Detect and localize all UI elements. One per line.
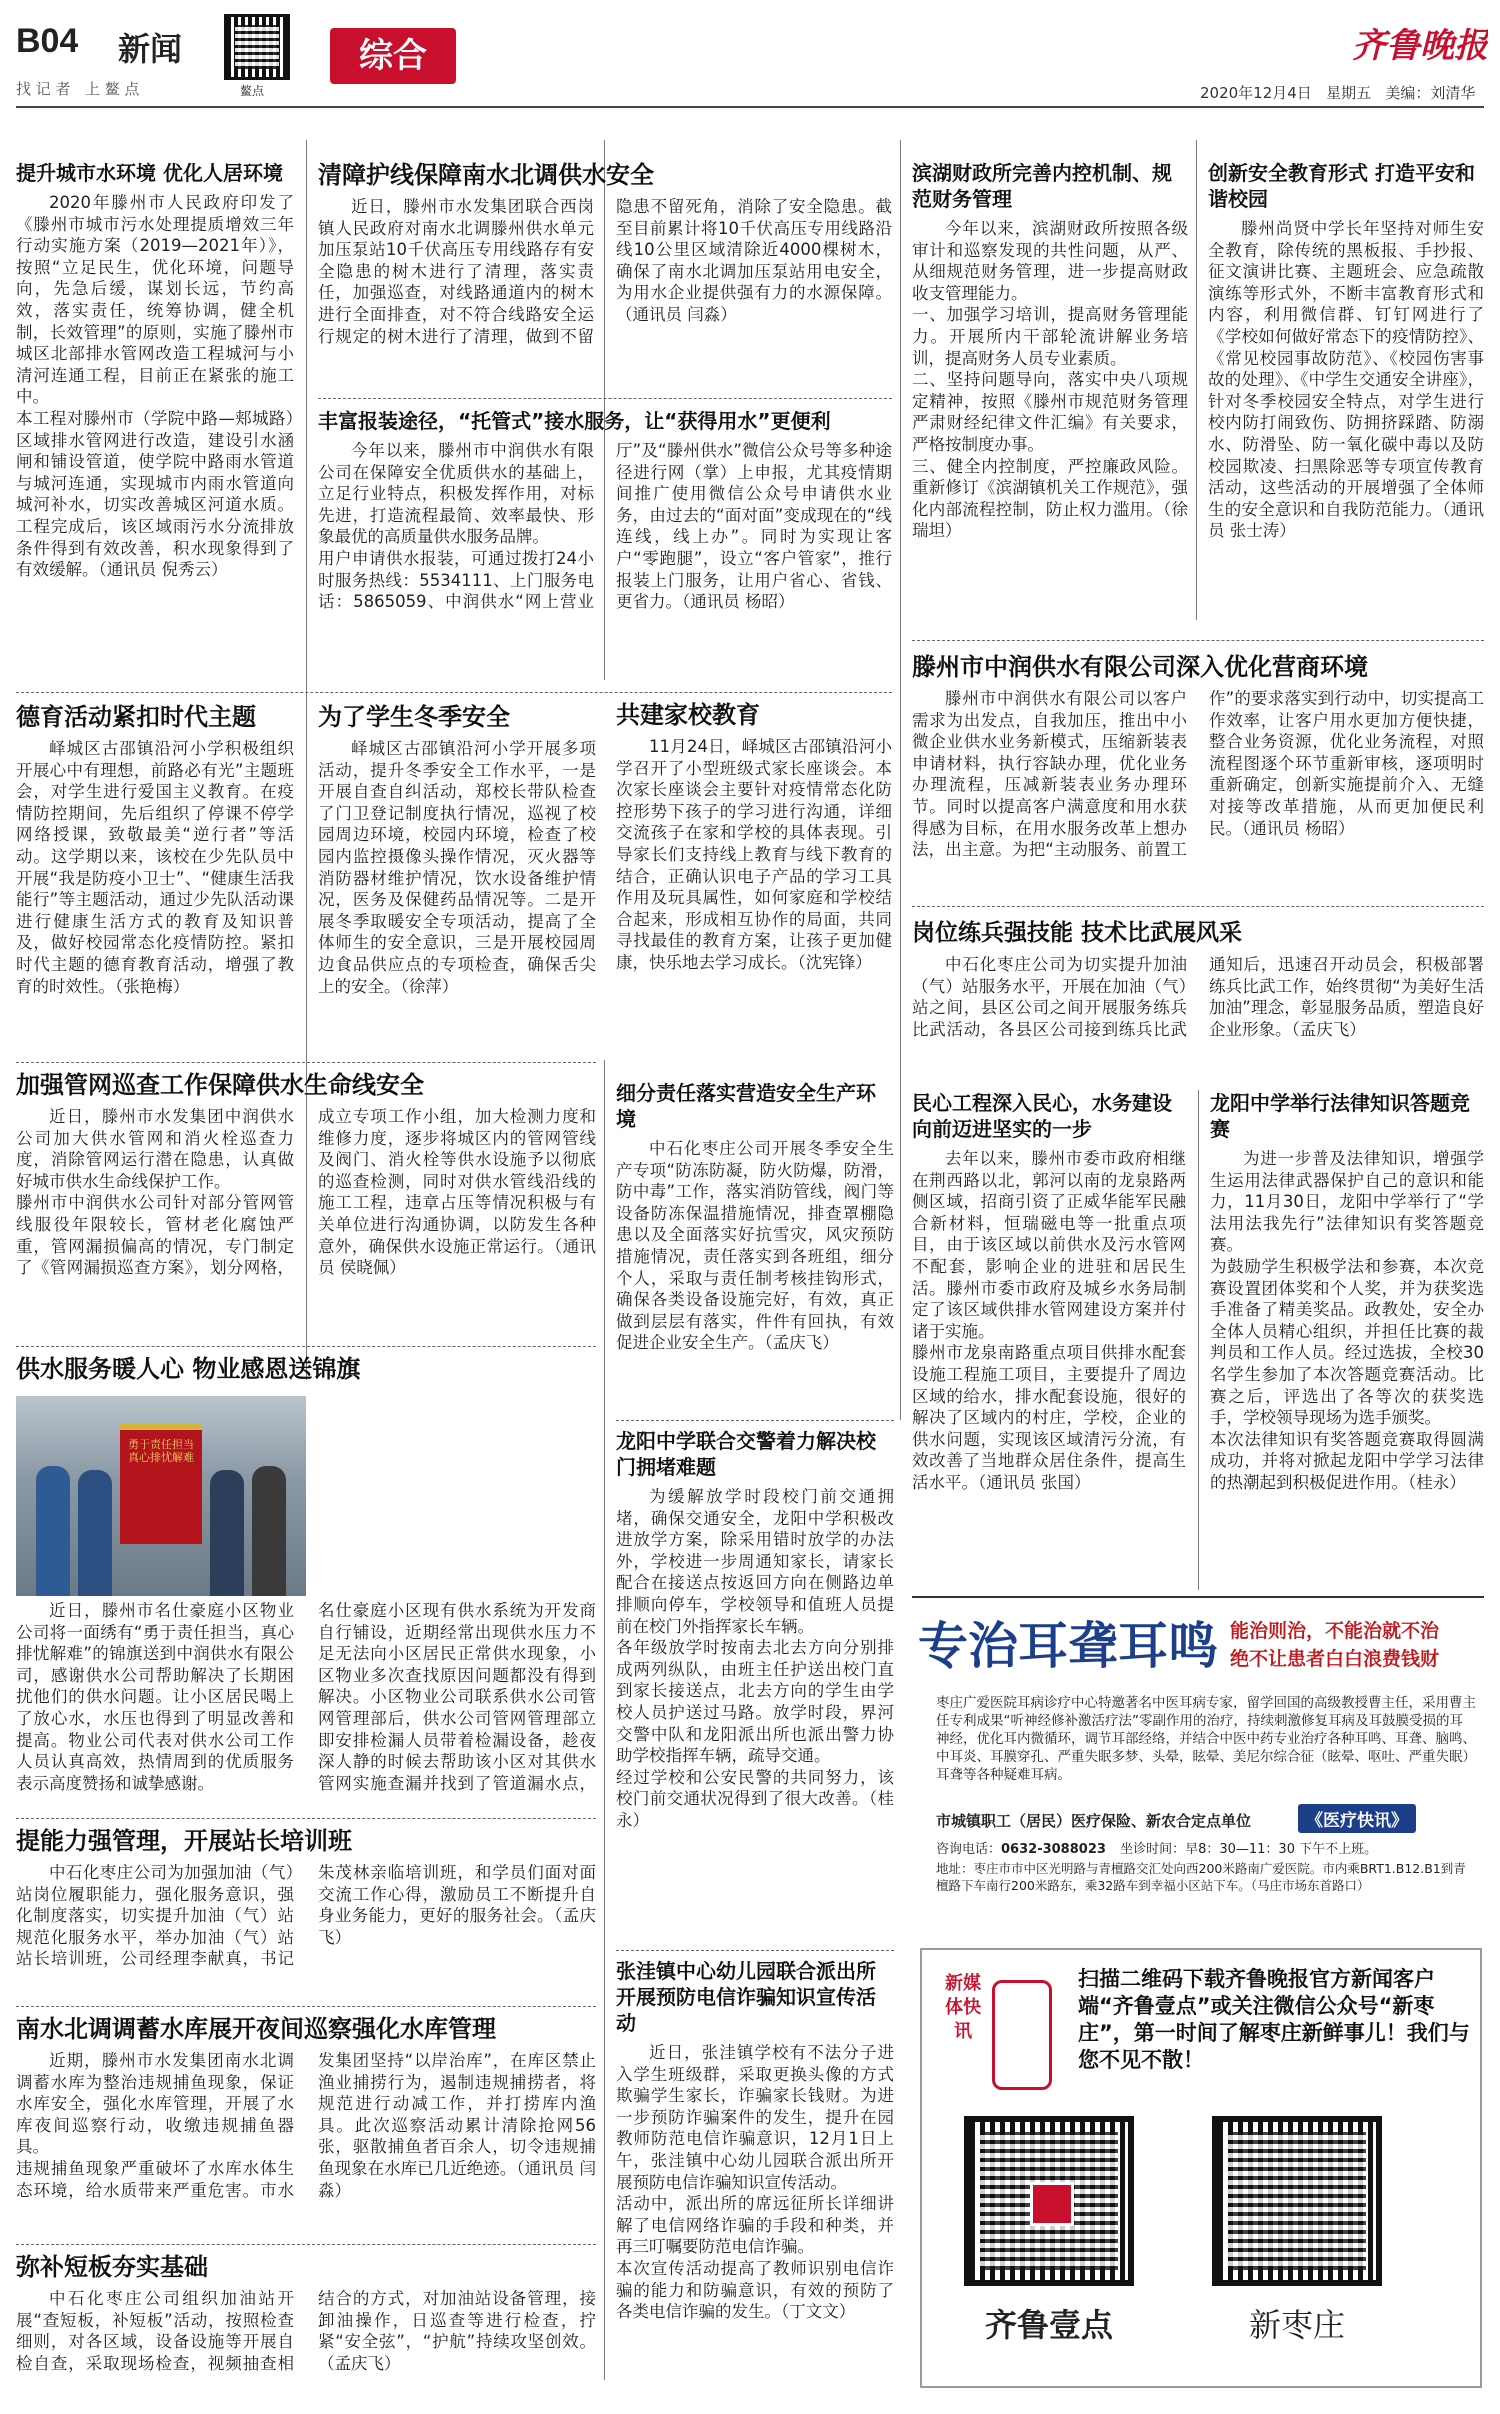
headline: 滕州市中润供水有限公司深入优化营商环境 xyxy=(912,653,1368,681)
ad-slogan: 能治则治，不能治就不治 xyxy=(1230,1620,1440,1642)
headline: 滨湖财政所完善内控机制、规范财务管理 xyxy=(912,161,1172,211)
article-body: 近日，滕州市名仕豪庭小区物业公司将一面绣有“勇于责任担当，真心排忧解难”的锦旗送到中润供水有限公司，感谢供水公司帮助解决了长期困扰他们的供水问题。让小区居民喝上了放心水，水压也得到了明显改善和提高。物业公司代表对供水公司工作人员认真高效，热情周到的优质服务表示高度赞扬和诚挚感谢。 名仕豪庭小区现有供水系统为开发商自行铺设，近期经常出现供水压力不足无法向小区居民正常供水现象，小区物业多次查找原因问题都没有得到解决。小区物业公司联系供水公司管网管理部后，供水公司管网管理部立即安排检漏人员带着检漏设备，趁夜深人静的时候去帮助该小区对其供水管网实施查漏并找到了管道漏水点， xyxy=(16,1601,596,1793)
article-a11 xyxy=(16,1070,596,1340)
headline: 德育活动紧扣时代主题 xyxy=(16,703,256,731)
ad-headline: 专治耳聋耳鸣 xyxy=(918,1616,1218,1675)
article-body: 去年以来，滕州市委市政府相继在荆西路以北，郭河以南的龙泉路两侧区域，招商引资了正威华能军民融合新材料，恒瑞磁电等一批重点项目，由于该区域以前供水及污水管网不配套，影响企业的进驻和居民生活。滕州市委市政府及城乡水务局制定了该区域供排水管网建设方案并付诸于实施。 滕州市龙泉南路重点项目供排水配套设施工程施工项目，主要提升了周边区域的给水，排水配套设施，很好的解决了区域内的村庄，学校，企业的供水问题，实现该区域清污分流，有效改善了当地群众居住条件，提高生活水平。（通讯员 张国） xyxy=(912,1149,1186,1492)
article-body: 中石化枣庄公司为加强加油（气）站岗位履职能力，强化服务意识，强化制度落实，切实提升加油（气）站规范化服务水平，举办加油（气）站站长培训班，公司经理李献真，书记朱茂林亲临培训班，和学员们面对面交流工作心得，激励员工不断提升自身业务能力，更好的服务社会。（孟庆飞） xyxy=(16,1863,596,1969)
ear-clinic-ad[interactable] xyxy=(912,1596,1484,1926)
article-body: 近期，滕州市水发集团南水北调调蓄水库为整治违规捕鱼现象，保证水库安全，强化水库管理，开展了水库夜间巡察行动，收缴违规捕鱼器具。 违规捕鱼现象严重破坏了水库水体生态环境，给水质带来严重危害。市水发集团坚持“以岸治库”，在库区禁止渔业捕捞行为，遏制违规捕捞者，将规范进行动减工作，并打捞库内渔具。此次巡察活动累计清除抢网56张，驱散捕鱼者百余人，切令违规捕鱼现象在水库已几近绝迹。（通讯员 闫淼） xyxy=(16,2051,596,2200)
headline: 民心工程深入民心，水务建设向前迈进坚实的一步 xyxy=(912,1091,1172,1141)
article-a10 xyxy=(912,918,1484,1083)
article-divider xyxy=(16,2006,596,2007)
person-figure xyxy=(210,1470,244,1596)
column-divider xyxy=(1196,140,1197,620)
person-figure xyxy=(252,1466,286,1596)
column-divider xyxy=(1198,1090,1199,1590)
article-body: 中石化枣庄公司组织加油站开展“查短板，补短板”活动，按照检查细则，对各区域，设备设施等开展自检自查，采取现场检查，视频抽查相结合的方式，对加油站设备管理，接卸油操作，日巡查等进行检查，拧紧“安全弦”，“护航”持续攻坚创效。（孟庆飞） xyxy=(16,2289,596,2373)
article-body: 11月24日，峄城区古邵镇沿河小学召开了小型班级式家长座谈会。本次家长座谈会主要针对疫情常态化防控形势下孩子的学习进行沟通，详细交流孩子在家和学校的具体表现。引导家长们支持线上教育与线下教育的结合，正确认识电子产品的学习工具作用及玩具属性，如何家庭和学校结合起来，形成相互协作的局面，共同寻找最佳的教育方案，让孩子更加健康，快乐地去学习成长。（沈宪锋） xyxy=(616,737,892,972)
article-a4 xyxy=(1208,160,1484,620)
qr-label: 新枣庄 xyxy=(1248,2306,1345,2344)
ad-slogan: 绝不让患者白白浪费钱财 xyxy=(1230,1648,1440,1670)
promo-text: 扫描二维码下载齐鲁晚报官方新闻客户端“齐鲁壹点”或关注微信公众号“新枣庄”，第一时间了解枣庄新鲜事儿！我们与您不见不散！ xyxy=(1078,1967,1470,2072)
article-body: 滕州市中润供水有限公司以客户需求为出发点，自我加压，推出中小微企业供水业务新模式，压缩新装表申请材料，执行容缺办理，优化业务办理流程，压减新装表业务办理环节。同时以提高客户满意度和用水获得感为目标，在用水服务改革上想办法，出主意。为把“主动服务、前置工作”的要求落实到行动中，切实提高工作效率，让客户用水更加方便快捷，整合业务资源，优化业务流程，对照流程图逐个环节重新审核，逐项明时重新确定，创新实施提前介入、无缝对接等改革措施，从而更加便民利民。（通讯员 杨昭） xyxy=(912,689,1484,860)
article-a7 xyxy=(16,702,294,1072)
article-divider xyxy=(912,640,1484,641)
page-number: B04 xyxy=(16,22,79,60)
article-a20 xyxy=(16,2252,596,2402)
headline: 龙阳中学联合交警着力解决校门拥堵难题 xyxy=(616,1429,876,1479)
article-a12 xyxy=(616,1080,894,1420)
article-divider xyxy=(16,692,892,693)
article-a17 xyxy=(16,1826,596,2006)
article-a3 xyxy=(912,160,1188,620)
column-divider xyxy=(900,140,901,1420)
dateline: 2020年12月4日 星期五 美编：刘清华 xyxy=(1200,84,1476,102)
person-figure xyxy=(36,1466,70,1596)
header-rule xyxy=(16,106,1484,108)
headline: 提升城市水环境 优化人居环境 xyxy=(16,161,283,185)
article-body: 近日，滕州市水发集团联合西岗镇人民政府对南水北调滕州供水单元加压泵站10千伏高压专用线路存有安全隐患的树木进行了清理，落实责任，加强巡查，对线路通道内的树木进行全面排查，对不符合线路安全运行规定的树木进行了清理，做到不留隐患不留死角，消除了安全隐患。截至目前累计将10千伏高压专用线路沿线10公里区域清除近4000棵树木，确保了南水北调加压泵站用电安全，为用水企业提供强有力的水源保障。（通讯员 闫淼） xyxy=(318,197,892,346)
promo-box xyxy=(920,1948,1482,2388)
qr-xinzaozhuang[interactable] xyxy=(1212,2116,1382,2286)
qr-label: 齐鲁壹点 xyxy=(984,2306,1113,2344)
headline: 创新安全教育形式 打造平安和谐校园 xyxy=(1208,161,1475,211)
article-body: 中石化枣庄公司开展冬季安全生产专项“防冻防凝，防火防爆，防滑，防中毒”工作，落实消防管线，阀门等设备防冻保温措施情况，排查罩棚隐患以及全面落实好抗雪灾，风灾预防措施情况，责任落实到各班组，细分个人，采取与责任制考核挂钩形式，确保各类设备设施完好，有效，真正做到层层有落实，件件有回执，有效促进企业安全生产。（孟庆飞） xyxy=(616,1139,894,1353)
headline: 细分责任落实营造安全生产环境 xyxy=(616,1081,876,1131)
promo-side-label: 新媒体快讯 xyxy=(945,1973,981,2042)
article-a16 xyxy=(616,1428,894,1948)
headline: 南水北调调蓄水库展开夜间巡察强化水库管理 xyxy=(16,2015,496,2043)
ad-body: 枣庄广爱医院耳病诊疗中心特邀著名中医耳病专家，留学回国的高级教授曹主任，采用曹主任专利成果“听神经修补激活疗法”零副作用的治疗，持续刺激修复耳病及耳鼓膜受损的耳神经，优化耳内微循环，调节耳部经络，并结合中医中药专业治疗各种耳鸣、耳聋、脑鸣、中耳炎、耳膜穿孔、严重失眠多梦、头晕，眩晕、美尼尔综合征（眩晕、呕吐、严重失眠）耳聋等各种疑难耳病。 xyxy=(936,1695,1476,1783)
headline: 龙阳中学举行法律知识答题竞赛 xyxy=(1210,1091,1470,1141)
headline: 提能力强管理，开展站长培训班 xyxy=(16,1827,352,1855)
masthead-logo: 齐鲁晚报 xyxy=(1352,26,1488,66)
article-body: 今年以来，滨湖财政所按照各级审计和巡察发现的共性问题，从严、从细规范财务管理，进一步提高财政收支管理能力。 一、加强学习培训，提高财务管理能力。开展所内干部轮流讲解业务培训，提高财务人员专业素质。 二、坚持问题导向，落实中央八项规定精神，按照《滕州市规范财务管理严肃财经纪律文件汇编》有关要求，严格按制度办事。 三、健全内控制度，严控廉政风险。重新修订《滨湖镇机关工作规范》，强化内部流程控制，防止权力滥用。（徐瑞坦） xyxy=(912,219,1188,541)
section-name: 新闻 xyxy=(118,30,183,68)
article-divider xyxy=(16,1346,596,1347)
news-photo xyxy=(16,1396,306,1596)
article-divider xyxy=(16,2244,596,2245)
qr-caption: 鳌点 xyxy=(240,84,265,98)
article-a13 xyxy=(912,1090,1186,1600)
banner-flag: 勇于责任担当 真心排忧解难 xyxy=(120,1424,202,1544)
column-divider xyxy=(604,1060,605,2380)
article-body: 为缓解放学时段校门前交通拥堵，确保交通安全，龙阳中学积极改进放学方案，除采用错时放学的办法外，学校进一步周通知家长，请家长配合在接送点按返回方向在侧路边单排顺向停车，学校领导和值班人员提前在校门外指挥家长车辆。 各年级放学时按南去北去方向分别排成两列纵队，由班主任护送出校门直到家长接送点，北去方向的学生由学校人员护送过马路。放学时段，界河交警中队和龙阳派出所也派出警力协助学校指挥车辆，疏导交通。 经过学校和公安民警的共同努力，该校门前交通状况得到了很大改善。（桂永） xyxy=(616,1487,894,1830)
headline: 弥补短板夯实基础 xyxy=(16,2253,208,2281)
article-a6 xyxy=(912,652,1484,902)
section-banner: 综合 xyxy=(330,28,456,84)
article-a8 xyxy=(318,702,596,1072)
ad-badge: 《医疗快讯》 xyxy=(1298,1804,1416,1833)
article-divider xyxy=(616,1950,894,1951)
headline: 加强管网巡查工作保障供水生命线安全 xyxy=(16,1071,424,1099)
headline: 供水服务暖人心 物业感恩送锦旗 xyxy=(16,1355,361,1383)
ad-address: 地址：枣庄市市中区光明路与青檀路交汇处向西200米路南广爱医院。市内乘BRT1.B12.B1到青檀路下车南行200米路东，乘32路车到幸福小区站下车。（马庄市场东首路口） xyxy=(936,1861,1466,1893)
article-body: 中石化枣庄公司为切实提升加油（气）站服务水平，开展在加油（气）站之间，县区公司之间开展服务练兵比武活动，各县区公司接到练兵比武通知后，迅速召开动员会，积极部署练兵比武工作，始终贯彻“为美好生活加油”理念，彰显服务品质，塑造良好企业形象。（孟庆飞） xyxy=(912,955,1484,1039)
article-a5 xyxy=(318,408,892,663)
qr-qilu[interactable] xyxy=(964,2116,1134,2286)
ad-phone-label: 咨询电话： xyxy=(936,1842,1002,1857)
headline: 丰富报装途径，“托管式”接水服务，让“获得用水”更便利 xyxy=(318,409,831,433)
headline: 张洼镇中心幼儿园联合派出所开展预防电信诈骗知识宣传活动 xyxy=(616,1959,876,2035)
article-divider xyxy=(16,1062,596,1063)
ad-unit: 市城镇职工（居民）医疗保险、新农合定点单位 xyxy=(936,1812,1252,1830)
article-body: 近日，张洼镇学校有不法分子进入学生班级群，采取更换头像的方式欺骗学生家长，诈骗家长钱财。为进一步预防诈骗案件的发生，提升在园教师防范电信诈骗意识，12月1日上午，张洼镇中心幼儿园联合派出所开展预防电信诈骗知识宣传活动。 活动中，派出所的席远征所长详细讲解了电信网络诈骗的手段和种类，并再三叮嘱要防范电信诈骗。 本次宣传活动提高了教师识别电信诈骗的能力和防骗意识，有效的预防了各类电信诈骗的发生。（丁文文） xyxy=(616,2043,894,2322)
ad-phone-row xyxy=(936,1838,1476,1857)
article-divider xyxy=(318,398,892,399)
headline: 清障护线保障南水北调供水安全 xyxy=(318,161,654,189)
article-a14 xyxy=(1210,1090,1484,1600)
headline: 岗位练兵强技能 技术比武展风采 xyxy=(912,920,1243,946)
article-a1 xyxy=(16,160,294,690)
headline: 共建家校教育 xyxy=(616,701,760,729)
article-divider xyxy=(16,1818,596,1819)
tagline: 找 记 者 上 鳌 点 xyxy=(16,80,140,98)
article-divider xyxy=(616,1420,894,1421)
header-qr-code[interactable] xyxy=(224,14,290,80)
article-body: 今年以来，滕州市中润供水有限公司在保障安全优质供水的基础上，立足行业特点，积极发挥作用，对标先进，打造流程最简、效率最快、形象最优的高质量供水服务品牌。 用户申请供水报装，可通过拨打24小时服务热线：5534111、上门服务电话：5865059、中润供水“网上营业厅”及“滕州供水”微信公众号等多种途径进行网（掌）上申报，尤其疫情期间推广使用微信公众号申请供水业务，由过去的“面对面”变成现在的“线连线，线上办”。同时为实现让客户“零跑腿”，设立“客户管家”，推行报装上门服务，让用户省心、省钱、更省力。（通讯员 杨昭） xyxy=(318,441,892,612)
headline: 为了学生冬季安全 xyxy=(318,703,510,731)
article-body: 峄城区古邵镇沿河小学开展多项活动，提升冬季安全工作水平，一是开展自查自纠活动，郑校长带队检查了门卫登记制度执行情况，巡视了校园周边环境，校园内环境，检查了校园内监控摄像头操作情况，灭火器等消防器材维护情况，饮水设备维护情况，医务及保健药品情况等。二是开展冬季取暖安全专项活动，提高了全体师生的安全意识，三是开展校园周边食品供应点的专项检查，确保舌尖上的安全。（徐萍） xyxy=(318,739,596,996)
promo-phone-icon xyxy=(992,1980,1052,2090)
article-body: 峄城区古邵镇沿河小学积极组织开展心中有理想，前路必有光”主题班会，对学生进行爱国主义教育。在疫情防控期间，先后组织了停课不停学网络授课，致敬最美“逆行者”等活动。这学期以来，该校在少先队员中开展“我是防疫小卫士”、“健康生活我能行”等主题活动，通过少先队活动课进行健康生活方式的教育及知识普及，做好校园常态化疫情防控。紧扣时代主题的德育教育活动，增强了教育的时效性。（张艳梅） xyxy=(16,739,294,996)
article-a19 xyxy=(16,2014,596,2244)
article-divider xyxy=(912,906,1484,907)
ad-phone[interactable]: 0632-3088023 xyxy=(1001,1842,1106,1857)
article-body: 近日，滕州市水发集团中润供水公司加大供水管网和消火栓巡查力度，消除管网运行潜在隐患，认真做好城市供水生命线保护工作。 滕州市中润供水公司针对部分管网管线服役年限较长，管材老化腐蚀严重，管网漏损偏高的情况，专门制定了《管网漏损巡查方案》，划分网格，成立专项工作小组，加大检测力度和维修力度，逐步将城区内的管网管线及阀门、消火栓等供水设施予以彻底的巡查检测，同时对供水管线沿线的施工工程，违章占压等情况积极与有关单位进行沟通协调，以防发生各种意外，确保供水设施正常运行。（通讯员 侯晓佩） xyxy=(16,1107,596,1278)
article-a9 xyxy=(616,700,892,1070)
article-a18 xyxy=(616,1958,894,2404)
article-a15 xyxy=(16,1354,596,1812)
person-figure xyxy=(78,1470,112,1596)
article-a2 xyxy=(318,160,892,395)
article-body: 为进一步普及法律知识，增强学生运用法律武器保护自己的意识和能力，11月30日，龙阳中学举行了“学法用法我先行”法律知识有奖答题竞赛。 为鼓励学生积极学法和参赛，本次竞赛设置团体奖和个人奖，并为获奖选手准备了精美奖品。政教处，安全办全体人员精心组织，并担任比赛的裁判员和工作人员。经过选拔，全校30名学生参加了本次答题竞赛活动。比赛之后，评选出了各等次的获奖选手，学校领导现场为选手颁奖。 本次法律知识有奖答题竞赛取得圆满成功，并将对掀起龙阳中学学习法律的热潮起到积极促进作用。（桂永） xyxy=(1210,1149,1484,1492)
ad-hours: 坐诊时间：早8：30—11：30 下午不上班。 xyxy=(1120,1842,1378,1857)
article-body: 2020年滕州市人民政府印发了《滕州市城市污水处理提质增效三年行动实施方案（2019—2021年）》，按照“立足民生，优化环境，问题导向，先急后缓，谋划长远，节约高效，落实责任，统筹协调，健全机制，长效管理”的原则，实施了滕州市城区北部排水管网改造工程城河与小清河连通工程，目前正在紧张的施工中。 本工程对滕州市（学院中路—郏城路）区域排水管网进行改造，建设引水涵闸和铺设管道，使学院中路雨水管道与城河连通，实现城市内雨水管道向城河补水，切实改善城区河道水质。工程完成后，该区域雨污水分流排放条件得到有效改善，积水现象得到了有效缓解。（通讯员 倪秀云） xyxy=(16,193,294,580)
article-body: 滕州尚贤中学长年坚持对师生安全教育，除传统的黑板报、手抄报、征文演讲比赛、主题班会、应急疏散演练等形式外，不断丰富教育形式和内容，利用微信群、钉钉网进行了《学校如何做好常态下的疫情防控》、《常见校园事故防范》、《校园伤害事故的处理》、《中学生交通安全讲座》，针对冬季校园安全特点，对学生进行校内防打闹致伤、防拥挤踩踏、防溺水、防滑坠、防一氧化碳中毒以及防校园欺凌、扫黑除恶等专项宣传教育活动，这些活动的开展增强了全体师生的安全意识和自我防范能力。（通讯员 张士涛） xyxy=(1208,219,1484,541)
